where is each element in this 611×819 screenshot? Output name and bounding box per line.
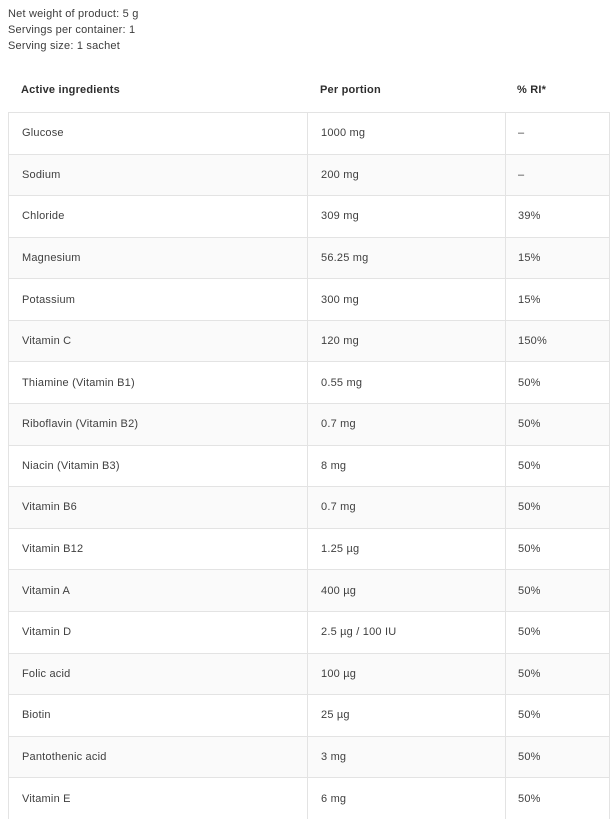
table-row xyxy=(9,737,609,779)
table-row xyxy=(9,279,609,321)
ri-cell: 150% xyxy=(505,321,609,362)
table-row xyxy=(9,654,609,696)
per-portion-cell: 100 µg xyxy=(307,654,505,695)
ri-cell: 50% xyxy=(505,654,609,695)
table-body xyxy=(8,112,610,819)
ri-cell: 15% xyxy=(505,238,609,279)
table-row xyxy=(9,446,609,488)
per-portion-cell: 2.5 µg / 100 IU xyxy=(307,612,505,653)
header-ri: % RI* xyxy=(517,84,547,96)
per-portion-cell: 200 mg xyxy=(307,155,505,196)
table-header xyxy=(8,75,610,105)
ri-cell: – xyxy=(505,113,609,154)
table-row xyxy=(9,362,609,404)
ingredient-cell: Biotin xyxy=(22,709,51,722)
ingredient-cell: Potassium xyxy=(22,293,76,306)
serving-size-text: Serving size: 1 sachet xyxy=(8,40,121,52)
ri-cell: 50% xyxy=(505,529,609,570)
per-portion-cell: 3 mg xyxy=(307,737,505,778)
table-row xyxy=(9,196,609,238)
table-row xyxy=(9,695,609,737)
ingredient-cell: Vitamin E xyxy=(22,792,71,805)
ri-cell: – xyxy=(505,155,609,196)
table-row xyxy=(9,155,609,197)
per-portion-cell: 6 mg xyxy=(307,778,505,819)
ri-cell: 50% xyxy=(505,778,609,819)
ingredient-cell: Vitamin B12 xyxy=(22,543,84,556)
per-portion-cell: 0.7 mg xyxy=(307,487,505,528)
per-portion-cell: 400 µg xyxy=(307,570,505,611)
ingredient-cell: Riboflavin (Vitamin B2) xyxy=(22,418,139,431)
ingredient-cell: Vitamin D xyxy=(22,626,72,639)
per-portion-cell: 309 mg xyxy=(307,196,505,237)
per-portion-cell: 0.55 mg xyxy=(307,362,505,403)
ingredient-cell: Vitamin B6 xyxy=(22,501,77,514)
table-row xyxy=(9,612,609,654)
table-row xyxy=(9,570,609,612)
table-row xyxy=(9,321,609,363)
ingredient-cell: Magnesium xyxy=(22,252,81,265)
ingredient-cell: Vitamin C xyxy=(22,335,72,348)
ingredient-cell: Chloride xyxy=(22,210,65,223)
table-row xyxy=(9,238,609,280)
per-portion-cell: 1.25 µg xyxy=(307,529,505,570)
ri-cell: 50% xyxy=(505,487,609,528)
ri-cell: 50% xyxy=(505,362,609,403)
ingredient-cell: Vitamin A xyxy=(22,584,71,597)
per-portion-cell: 120 mg xyxy=(307,321,505,362)
net-weight-text: Net weight of product: 5 g xyxy=(8,8,139,20)
per-portion-cell: 56.25 mg xyxy=(307,238,505,279)
ingredient-cell: Pantothenic acid xyxy=(22,750,107,763)
ri-cell: 50% xyxy=(505,612,609,653)
per-portion-cell: 1000 mg xyxy=(307,113,505,154)
ingredient-cell: Thiamine (Vitamin B1) xyxy=(22,376,135,389)
table-row xyxy=(9,487,609,529)
ri-cell: 39% xyxy=(505,196,609,237)
header-active-ingredients: Active ingredients xyxy=(21,84,120,96)
per-portion-cell: 25 µg xyxy=(307,695,505,736)
ri-cell: 50% xyxy=(505,737,609,778)
ri-cell: 15% xyxy=(505,279,609,320)
ingredient-cell: Sodium xyxy=(22,168,61,181)
per-portion-cell: 0.7 mg xyxy=(307,404,505,445)
ingredient-cell: Niacin (Vitamin B3) xyxy=(22,459,120,472)
table-row xyxy=(9,529,609,571)
product-info-block xyxy=(8,6,139,54)
table-row xyxy=(9,778,609,819)
header-per-portion: Per portion xyxy=(320,84,381,96)
ri-cell: 50% xyxy=(505,446,609,487)
servings-per-container-text: Servings per container: 1 xyxy=(8,24,136,36)
ingredient-cell: Folic acid xyxy=(22,667,71,680)
ingredient-cell: Glucose xyxy=(22,127,64,140)
table-row xyxy=(9,113,609,155)
per-portion-cell: 8 mg xyxy=(307,446,505,487)
ri-cell: 50% xyxy=(505,570,609,611)
table-row xyxy=(9,404,609,446)
per-portion-cell: 300 mg xyxy=(307,279,505,320)
ri-cell: 50% xyxy=(505,404,609,445)
ri-cell: 50% xyxy=(505,695,609,736)
